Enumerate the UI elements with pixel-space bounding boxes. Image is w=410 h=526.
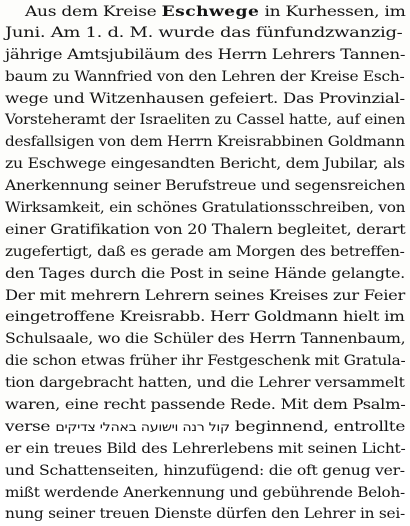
- article-line: tion dargebracht hatten, und die Lehrer versammelt: [5, 375, 405, 392]
- article-line: [5, 417, 405, 439]
- line-text: in Kurhessen, im: [259, 4, 406, 20]
- article-text: [5, 1, 405, 526]
- article-line: [5, 1, 405, 23]
- article-line: baum zu Wannfried von den Lehren der Kreise Esch-: [5, 68, 405, 85]
- line-text: verse: [5, 418, 56, 435]
- article-line: eingetroffene Kreisrabb. Herr Goldmann hielt im: [5, 309, 405, 326]
- article-line: Anerkennung seiner Berufstreue und segensreichen: [5, 178, 406, 195]
- article-line: wege und Witzenhausen gefeiert. Das Provinzial-: [5, 90, 405, 107]
- article-line: einer Gratifikation von 20 Thalern begleitet, derart: [5, 221, 406, 238]
- hebrew-psalm-verse: קול רנה וישועה באהלי צדיקים: [55, 419, 230, 434]
- article-line: zu Eschwege eingesandten Bericht, dem Jubilar, als: [5, 156, 405, 173]
- place-name-bold: Eschwege: [161, 3, 260, 20]
- article-line: den Tages durch die Post in seine Hände gelangte.: [5, 265, 406, 282]
- article-line: nung seiner treuen Dienste dürfen den Lehrer in sei-: [5, 506, 405, 523]
- article-line: Wirksamkeit, ein schönes Gratulationsschreiben, von: [5, 200, 406, 217]
- line-text: Aus dem Kreise: [25, 4, 162, 20]
- article-line: Schulsaale, wo die Schüler des Herrn Tannenbaum,: [5, 331, 406, 348]
- line-text: beginnend, entrollte: [229, 418, 406, 435]
- article-line: und Schattenseiten, hinzufügend: die oft genug ver-: [5, 462, 405, 479]
- article-line: Der mit mehrern Lehrern seines Kreises zur Feier: [5, 287, 405, 304]
- article-line: er ein treues Bild des Lehrerlebens mit seinen Licht-: [5, 440, 406, 457]
- article-line: desfallsigen von dem Herrn Kreisrabbinen Goldmann: [5, 134, 405, 151]
- article-line: mißt werdende Anerkennung und gebührende Beloh-: [5, 484, 405, 501]
- article-line: waren, eine recht passende Rede. Mit dem Psalm-: [5, 397, 406, 414]
- article-line: jährige Amtsjubiläum des Herrn Lehrers Tannen-: [5, 46, 406, 63]
- article-line: die schon etwas früher ihr Festgeschenk mit Gratula-: [5, 353, 406, 370]
- article-line: Juni. Am 1. d. M. wurde das fünfundzwanzig-: [5, 24, 403, 41]
- article-line: zugefertigt, daß es gerade am Morgen des betreffen-: [5, 243, 405, 260]
- article-line: Vorsteheramt der Israeliten zu Cassel hatte, auf einen: [5, 112, 406, 129]
